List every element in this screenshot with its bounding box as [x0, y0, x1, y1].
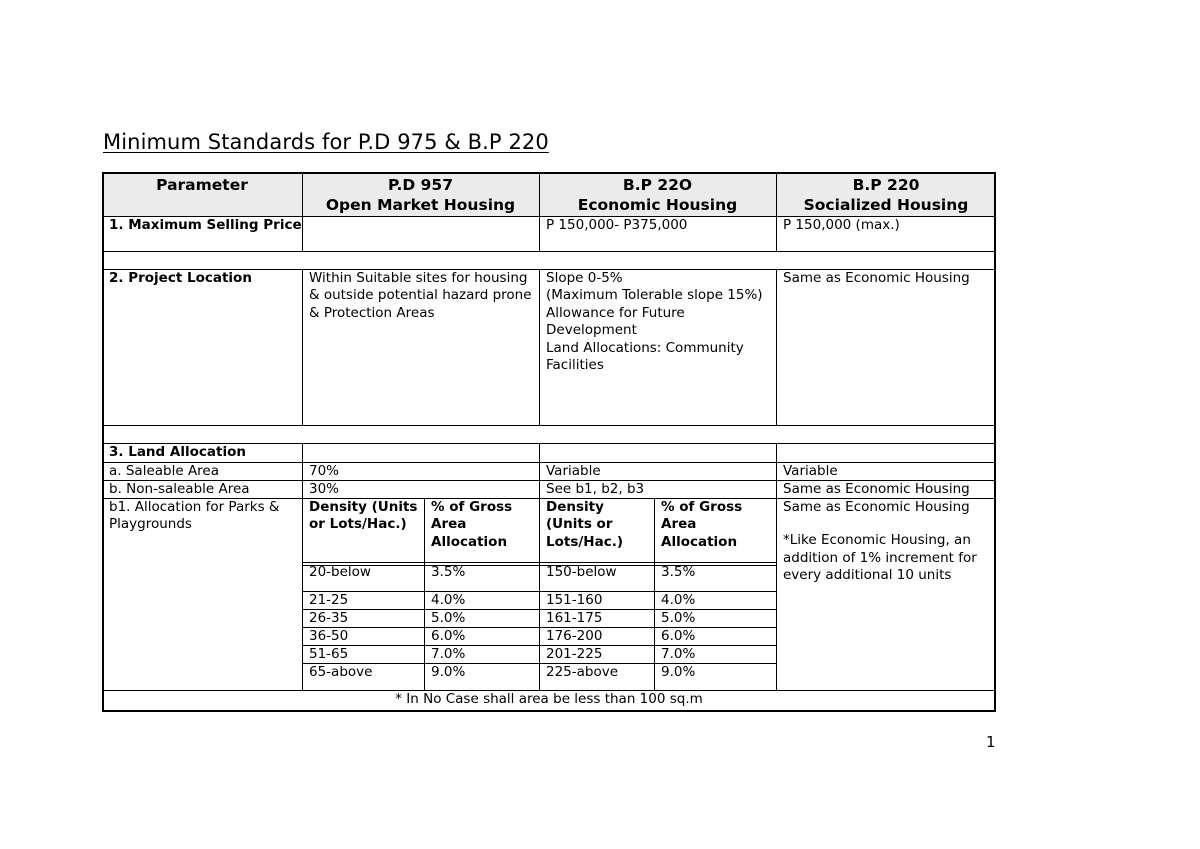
grid-hline [102, 480, 996, 481]
grid-hline [102, 443, 996, 444]
economic-density-cell: 201-225 [546, 646, 603, 662]
page-title: Minimum Standards for P.D 975 & B.P 220 [103, 130, 549, 154]
row-nonsaleable-label: b. Non-saleable Area [109, 481, 250, 497]
grid-hline [102, 269, 996, 270]
row-nonsaleable-pd957: 30% [309, 481, 340, 497]
header-socialized-line1: B.P 220 [852, 176, 920, 194]
row-location-label: 2. Project Location [109, 270, 252, 286]
header-parameter-label: Parameter [156, 176, 248, 194]
economic-density-cell: 161-175 [546, 610, 603, 626]
row-saleable-label: a. Saleable Area [109, 463, 220, 479]
pd957-gross-cell: 9.0% [431, 664, 466, 680]
grid-vline [654, 498, 655, 690]
parks-socialized-line1: Same as Economic Housing [783, 499, 970, 515]
grid-hline [102, 251, 996, 252]
row-location-pd957: Within Suitable sites for housing & outside potential hazard prone & Protection Areas [309, 270, 532, 321]
row-max-price-pd957 [302, 217, 539, 251]
row-saleable-pd957: 70% [309, 463, 340, 479]
grid-hline [102, 172, 996, 174]
grid-hline [102, 462, 996, 463]
grid-hline [102, 498, 996, 499]
economic-gross-cell: 5.0% [661, 610, 696, 626]
header-economic-line1: B.P 22O [622, 176, 693, 194]
economic-density-header: Density (Units or Lots/Hac.) [546, 499, 624, 550]
economic-gross-cell: 7.0% [661, 646, 696, 662]
pd957-gross-cell: 5.0% [431, 610, 466, 626]
pd957-density-cell: 65-above [309, 664, 373, 680]
header-socialized-line2: Socialized Housing [803, 196, 969, 214]
pd957-density-cell: 36-50 [309, 628, 349, 644]
grid-vline [302, 269, 303, 425]
row-location-socialized: Same as Economic Housing [783, 270, 970, 286]
economic-gross-cell: 4.0% [661, 592, 696, 608]
pd957-gross-header: % of Gross Area Allocation [431, 499, 513, 550]
row-land-allocation-label: 3. Land Allocation [109, 444, 246, 460]
header-pd957-line2: Open Market Housing [325, 196, 516, 214]
pd957-density-cell: 51-65 [309, 646, 349, 662]
economic-density-cell: 151-160 [546, 592, 603, 608]
grid-hline [102, 710, 996, 712]
row-nonsaleable-economic: See b1, b2, b3 [546, 481, 645, 497]
economic-gross-header: % of Gross Area Allocation [661, 499, 743, 550]
pd957-gross-cell: 4.0% [431, 592, 466, 608]
economic-density-cell: 176-200 [546, 628, 603, 644]
grid-vline [539, 172, 540, 251]
grid-vline [539, 443, 540, 690]
pd957-gross-cell: 6.0% [431, 628, 466, 644]
grid-vline [776, 443, 777, 690]
grid-vline [102, 172, 104, 712]
header-pd957-line1: P.D 957 [387, 176, 454, 194]
row-max-price-label: 1. Maximum Selling Price [109, 217, 302, 233]
pd957-density-cell: 26-35 [309, 610, 349, 626]
row-max-price-socialized: P 150,000 (max.) [783, 217, 900, 233]
row-location-economic: Slope 0-5% (Maximum Tolerable slope 15%) Allowance for Future Development Land Allocations: Community Facilities [546, 270, 763, 374]
pd957-density-cell: 21-25 [309, 592, 349, 608]
pd957-density-header: Density (Units or Lots/Hac.) [309, 499, 418, 533]
row-parks-label: b1. Allocation for Parks & Playgrounds [109, 499, 280, 533]
grid-vline [776, 269, 777, 425]
row-saleable-economic: Variable [546, 463, 601, 479]
grid-vline [302, 172, 303, 251]
economic-density-cell: 150-below [546, 564, 617, 580]
economic-gross-cell: 9.0% [661, 664, 696, 680]
grid-vline [539, 269, 540, 425]
header-parameter [102, 172, 302, 216]
pd957-density-cell: 20-below [309, 564, 371, 580]
grid-vline [302, 443, 303, 690]
grid-hline [102, 690, 996, 691]
row-parks-socialized [776, 499, 996, 689]
header-bp220-socialized [776, 172, 996, 216]
grid-hline [102, 216, 996, 217]
footnote: * In No Case shall area be less than 100 sq.m [395, 691, 703, 707]
economic-density-cell: 225-above [546, 664, 619, 680]
pd957-gross-cell: 7.0% [431, 646, 466, 662]
parks-socialized-line2: *Like Economic Housing, an addition of 1% increment for every additional 10 units [783, 532, 977, 584]
header-economic-line2: Economic Housing [577, 196, 738, 214]
row-max-price-economic: P 150,000- P375,000 [546, 217, 688, 233]
standards-table [102, 172, 996, 712]
page-number: 1 [986, 733, 996, 751]
grid-vline [424, 498, 425, 690]
economic-gross-cell: 3.5% [661, 564, 696, 580]
grid-vline [994, 172, 996, 712]
grid-hline [102, 425, 996, 426]
grid-vline [776, 172, 777, 251]
row-saleable-socialized: Variable [783, 463, 838, 479]
row-nonsaleable-socialized: Same as Economic Housing [783, 481, 970, 497]
pd957-gross-cell: 3.5% [431, 564, 466, 580]
header-pd957 [302, 172, 539, 216]
header-bp220-economic [539, 172, 776, 216]
economic-gross-cell: 6.0% [661, 628, 696, 644]
